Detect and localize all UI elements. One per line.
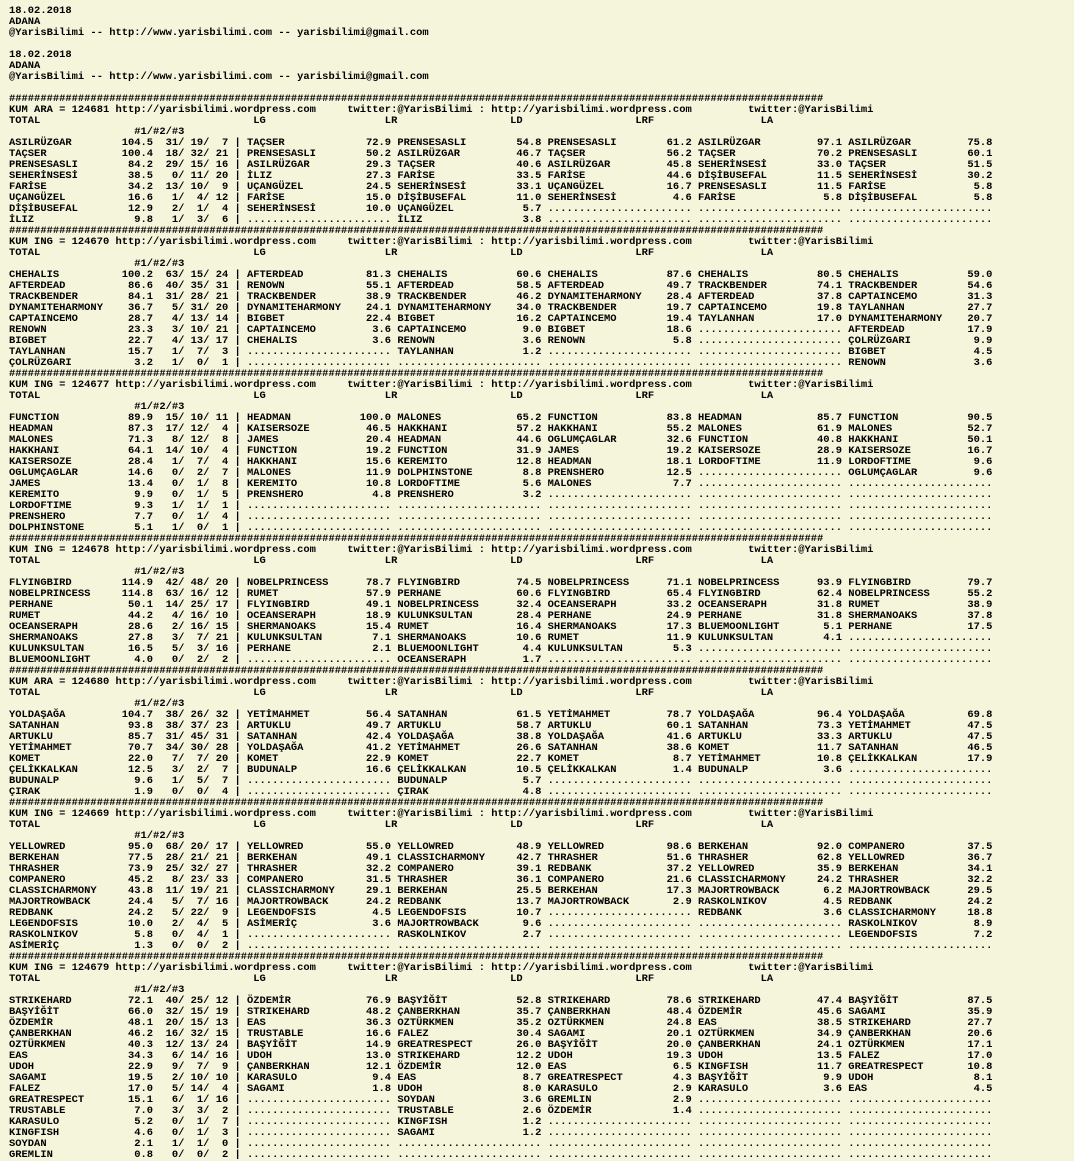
table-row: KINGFISH 4.6 0/ 1/ 3 | ....................... SAGAMI 1.2 ....................... ....................... ....................... <box>9 1127 993 1139</box>
table-row: CHEHALIS 100.2 63/ 15/ 24 | AFTERDEAD 81.3 CHEHALIS 60.6 CHEHALIS 87.6 CHEHALIS 80.5 CHEHALIS 59.0 <box>9 269 993 281</box>
table-row: TAYLANHAN 15.7 1/ 7/ 3 | ....................... TAYLANHAN 1.2 ....................... ....................... BIGBET 4.5 <box>9 346 993 358</box>
table-row: PERHANE 50.1 14/ 25/ 17 | FLYINGBIRD 49.1 NOBELPRINCESS 32.4 OCEANSERAPH 33.2 OCEANSERAPH 31.8 RUMET 38.9 <box>9 599 993 611</box>
table-row: KULUNKSULTAN 16.5 5/ 3/ 16 | PERHANE 2.1 BLUEMOONLIGHT 4.4 KULUNKSULTAN 5.3 ....................... ....................... <box>9 643 993 655</box>
table-row: EAS 34.3 6/ 14/ 16 | UDOH 13.0 STRIKEHARD 12.2 UDOH 19.3 UDOH 13.5 FALEZ 17.0 <box>9 1050 993 1062</box>
table-row: PRENSHERO 7.7 0/ 1/ 4 | ....................... ....................... ....................... ....................... ....................... <box>9 511 993 523</box>
race-table <box>9 534 1074 666</box>
column-header: TOTAL LG LR LD LRF LA <box>9 115 774 127</box>
table-row: CAPTAINCEMO 28.7 4/ 13/ 14 | BIGBET 22.4 BIGBET 16.2 CAPTAINCEMO 19.4 TAYLANHAN 17.0 DYNAMITEHARMONY 20.7 <box>9 313 993 325</box>
table-row: TRACKBENDER 84.1 31/ 28/ 21 | TRACKBENDER 38.9 TRACKBENDER 46.2 DYNAMITEHARMONY 28.4 AFTERDEAD 37.8 CAPTAINCEMO 31.3 <box>9 291 993 303</box>
column-subheader: #1/#2/#3 <box>9 258 185 270</box>
column-subheader: #1/#2/#3 <box>9 566 185 578</box>
table-row: AFTERDEAD 86.6 40/ 35/ 31 | RENOWN 55.1 AFTERDEAD 58.5 AFTERDEAD 49.7 TRACKBENDER 74.1 TRACKBENDER 54.6 <box>9 280 993 292</box>
race-title: KUM ING = 124670 http://yarisbilimi.wordpress.com twitter:@YarisBilimi : http://yarisbilimi.wordpress.com twitter:@YarisBilimi <box>9 236 874 248</box>
header-block <box>9 50 1074 83</box>
table-row: MAJORTROWBACK 24.4 5/ 7/ 16 | MAJORTROWBACK 24.2 REDBANK 13.7 MAJORTROWBACK 2.9 RASKOLNIKOV 4.5 REDBANK 24.2 <box>9 896 993 908</box>
table-row: DOLPHINSTONE 5.1 1/ 0/ 1 | ....................... ....................... ....................... ....................... ....................... <box>9 522 993 534</box>
race-title: KUM ING = 124679 http://yarisbilimi.wordpress.com twitter:@YarisBilimi : http://yarisbilimi.wordpress.com twitter:@YarisBilimi <box>9 962 874 974</box>
header-contact: @YarisBilimi -- http://www.yarisbilimi.com -- yarisbilimi@gmail.com <box>9 27 429 39</box>
column-subheader: #1/#2/#3 <box>9 698 185 710</box>
table-row: YETİMAHMET 70.7 34/ 30/ 28 | YOLDAŞAĞA 41.2 YETİMAHMET 26.6 SATANHAN 38.6 KOMET 11.7 SATANHAN 46.5 <box>9 742 993 754</box>
column-subheader: #1/#2/#3 <box>9 830 185 842</box>
separator-line: ################################################################################################################################## <box>9 951 824 963</box>
race-title: KUM ARA = 124680 http://yarisbilimi.wordpress.com twitter:@YarisBilimi : http://yarisbilimi.wordpress.com twitter:@YarisBilimi <box>9 676 874 688</box>
race-table <box>9 666 1074 798</box>
table-row: KARASULO 5.2 0/ 1/ 7 | ....................... KINGFISH 1.2 ....................... ....................... ....................... <box>9 1116 993 1128</box>
race-table <box>9 369 1074 534</box>
table-row: THRASHER 73.9 25/ 32/ 27 | THRASHER 32.2 COMPANERO 39.1 REDBANK 37.2 YELLOWRED 35.9 BERKEHAN 34.1 <box>9 863 993 875</box>
header-block <box>9 6 1074 39</box>
table-row: TRUSTABLE 7.0 3/ 3/ 2 | ....................... TRUSTABLE 2.6 ÖZDEMİR 1.4 ....................... ....................... <box>9 1105 993 1117</box>
separator-line: ################################################################################################################################## <box>9 533 824 545</box>
separator-line: ################################################################################################################################## <box>9 665 824 677</box>
table-row: HAKKHANI 64.1 14/ 10/ 4 | FUNCTION 19.2 FUNCTION 31.9 JAMES 19.2 KAISERSOZE 28.9 KAISERSOZE 16.7 <box>9 445 993 457</box>
race-title: KUM ING = 124669 http://yarisbilimi.wordpress.com twitter:@YarisBilimi : http://yarisbilimi.wordpress.com twitter:@YarisBilimi <box>9 808 874 820</box>
header-date: 18.02.2018 <box>9 5 72 17</box>
table-row: FLYINGBIRD 114.9 42/ 48/ 20 | NOBELPRINCESS 78.7 FLYINGBIRD 74.5 NOBELPRINCESS 71.1 NOBELPRINCESS 93.9 FLYINGBIRD 79.7 <box>9 577 993 589</box>
table-row: SAGAMI 19.5 2/ 10/ 10 | KARASULO 9.4 EAS 8.7 GREATRESPECT 4.3 BAŞYİĞİT 9.9 UDOH 8.1 <box>9 1072 993 1084</box>
table-row: SEHERİNSESİ 38.5 0/ 11/ 20 | İLIZ 27.3 FARİSE 33.5 FARİSE 44.6 DİŞİBUSEFAL 11.5 SEHERİNSESİ 30.2 <box>9 170 993 182</box>
header-contact: @YarisBilimi -- http://www.yarisbilimi.com -- yarisbilimi@gmail.com <box>9 71 429 83</box>
table-row: OGLUMÇAGLAR 14.6 0/ 2/ 7 | MALONES 11.9 DOLPHINSTONE 8.8 PRENSHERO 12.5 ....................... OGLUMÇAGLAR 9.6 <box>9 467 993 479</box>
header-city: ADANA <box>9 60 41 72</box>
column-header: TOTAL LG LR LD LRF LA <box>9 555 774 567</box>
separator-line: ################################################################################################################################## <box>9 368 824 380</box>
table-row: REDBANK 24.2 5/ 22/ 9 | LEGENDOFSIS 4.5 LEGENDOFSIS 10.7 ....................... REDBANK 3.6 CLASSICHARMONY 18.8 <box>9 907 993 919</box>
table-row: OZTÜRKMEN 40.3 12/ 13/ 24 | BAŞYİĞİT 14.9 GREATRESPECT 26.0 BAŞYİĞİT 20.0 ÇANBERKHAN 24.1 OZTÜRKMEN 17.1 <box>9 1039 993 1051</box>
table-row: ÇELİKKALKAN 12.5 3/ 2/ 7 | BUDUNALP 16.6 ÇELİKKALKAN 10.5 ÇELİKKALKAN 1.4 BUDUNALP 3.6 ....................... <box>9 764 993 776</box>
table-row: YOLDAŞAĞA 104.7 38/ 26/ 32 | YETİMAHMET 56.4 SATANHAN 61.5 YETİMAHMET 78.7 YOLDAŞAĞA 96.4 YOLDAŞAĞA 69.8 <box>9 709 993 721</box>
table-row: JAMES 13.4 0/ 1/ 8 | KEREMITO 10.8 LORDOFTIME 5.6 MALONES 7.7 ....................... ....................... <box>9 478 993 490</box>
table-row: HEADMAN 87.3 17/ 12/ 4 | KAISERSOZE 46.5 HAKKHANI 57.2 HAKKHANI 55.2 MALONES 61.9 MALONES 52.7 <box>9 423 993 435</box>
race-title: KUM ARA = 124681 http://yarisbilimi.wordpress.com twitter:@YarisBilimi : http://yarisbilimi.wordpress.com twitter:@YarisBilimi <box>9 104 874 116</box>
race-table <box>9 94 1074 226</box>
table-row: CLASSICHARMONY 43.8 11/ 19/ 21 | CLASSICHARMONY 29.1 BERKEHAN 25.5 BERKEHAN 17.3 MAJORTROWBACK 6.2 MAJORTROWBACK 29.5 <box>9 885 993 897</box>
table-row: UÇANGÜZEL 16.6 1/ 4/ 12 | FARİSE 15.0 DİŞİBUSEFAL 11.0 SEHERİNSESİ 4.6 FARİSE 5.8 DİŞİBUSEFAL 5.8 <box>9 192 993 204</box>
separator-line: ################################################################################################################################## <box>9 93 824 105</box>
table-row: SATANHAN 93.8 38/ 37/ 23 | ARTUKLU 49.7 ARTUKLU 58.7 ARTUKLU 60.1 SATANHAN 73.3 YETİMAHMET 47.5 <box>9 720 993 732</box>
table-row: STRIKEHARD 72.1 40/ 25/ 12 | ÖZDEMİR 76.9 BAŞYİĞİT 52.8 STRIKEHARD 78.6 STRIKEHARD 47.4 BAŞYİĞİT 87.5 <box>9 995 993 1007</box>
column-header: TOTAL LG LR LD LRF LA <box>9 819 774 831</box>
table-row: UDOH 22.9 9/ 7/ 9 | ÇANBERKHAN 12.1 ÖZDEMİR 12.0 EAS 6.5 KINGFISH 11.7 GREATRESPECT 10.8 <box>9 1061 993 1073</box>
column-subheader: #1/#2/#3 <box>9 126 185 138</box>
column-header: TOTAL LG LR LD LRF LA <box>9 247 774 259</box>
column-header: TOTAL LG LR LD LRF LA <box>9 687 774 699</box>
table-row: MALONES 71.3 8/ 12/ 8 | JAMES 20.4 HEADMAN 44.6 OGLUMÇAGLAR 32.6 FUNCTION 40.8 HAKKHANI 50.1 <box>9 434 993 446</box>
table-row: FUNCTION 89.9 15/ 10/ 11 | HEADMAN 100.0 MALONES 65.2 FUNCTION 83.8 HEADMAN 85.7 FUNCTION 90.5 <box>9 412 993 424</box>
table-row: ASİMERİÇ 1.3 0/ 0/ 2 | ....................... ....................... ....................... ....................... ....................... <box>9 940 993 952</box>
race-table <box>9 798 1074 952</box>
table-row: DYNAMITEHARMONY 36.7 5/ 31/ 20 | DYNAMITEHARMONY 24.1 DYNAMITEHARMONY 34.0 TRACKBENDER 19.7 CAPTAINCEMO 19.8 TAYLANHAN 27.7 <box>9 302 993 314</box>
race-table <box>9 226 1074 369</box>
table-row: ÇOLRÜZGARI 3.2 1/ 0/ 1 | ....................... ....................... ....................... ....................... RENOWN 3.6 <box>9 357 993 369</box>
table-row: GREATRESPECT 15.1 6/ 1/ 16 | ....................... SOYDAN 3.6 GREMLIN 2.9 ....................... ....................... <box>9 1094 993 1106</box>
table-row: YELLOWRED 95.0 68/ 20/ 17 | YELLOWRED 55.0 YELLOWRED 48.9 YELLOWRED 98.6 BERKEHAN 92.0 COMPANERO 37.5 <box>9 841 993 853</box>
column-subheader: #1/#2/#3 <box>9 984 185 996</box>
table-row: ARTUKLU 85.7 31/ 45/ 31 | SATANHAN 42.4 YOLDAŞAĞA 38.8 YOLDAŞAĞA 41.6 ARTUKLU 33.3 ARTUKLU 47.5 <box>9 731 993 743</box>
separator-line: ################################################################################################################################## <box>9 225 824 237</box>
table-row: LEGENDOFSIS 10.0 2/ 4/ 5 | ASİMERİÇ 3.6 MAJORTROWBACK 9.6 ....................... ....................... RASKOLNIKOV 8.9 <box>9 918 993 930</box>
table-row: PRENSESASLI 84.2 29/ 15/ 16 | ASILRÜZGAR 29.3 TAÇSER 40.6 ASILRÜZGAR 45.8 SEHERİNSESİ 33.0 TAÇSER 51.5 <box>9 159 993 171</box>
table-row: KEREMITO 9.9 0/ 1/ 5 | PRENSHERO 4.8 PRENSHERO 3.2 ....................... ....................... ....................... <box>9 489 993 501</box>
table-row: TAÇSER 100.4 18/ 32/ 21 | PRENSESASLI 50.2 ASILRÜZGAR 46.7 TAÇSER 56.2 TAÇSER 70.2 PRENSESASLI 60.1 <box>9 148 993 160</box>
table-row: SOYDAN 2.1 1/ 1/ 0 | ....................... ....................... ....................... ....................... ....................... <box>9 1138 993 1150</box>
table-row: BAŞYİĞİT 66.0 32/ 15/ 19 | STRIKEHARD 48.2 ÇANBERKHAN 35.7 ÇANBERKHAN 48.4 ÖZDEMİR 45.6 SAGAMI 35.9 <box>9 1006 993 1018</box>
column-subheader: #1/#2/#3 <box>9 401 185 413</box>
table-row: FALEZ 17.0 5/ 14/ 4 | SAGAMI 1.8 UDOH 8.0 KARASULO 2.9 KARASULO 3.6 EAS 4.5 <box>9 1083 993 1095</box>
header-date: 18.02.2018 <box>9 49 72 61</box>
race-title: KUM ING = 124677 http://yarisbilimi.wordpress.com twitter:@YarisBilimi : http://yarisbilimi.wordpress.com twitter:@YarisBilimi <box>9 379 874 391</box>
race-title: KUM ING = 124678 http://yarisbilimi.wordpress.com twitter:@YarisBilimi : http://yarisbilimi.wordpress.com twitter:@YarisBilimi <box>9 544 874 556</box>
table-row: LORDOFTIME 9.3 1/ 1/ 1 | ....................... ....................... ....................... ....................... ....................... <box>9 500 993 512</box>
table-row: İLIZ 9.8 1/ 3/ 6 | ....................... İLIZ 3.8 ....................... ....................... ....................... <box>9 214 993 226</box>
header-city: ADANA <box>9 16 41 28</box>
table-row: RUMET 44.2 4/ 16/ 10 | OCEANSERAPH 18.9 KULUNKSULTAN 28.4 PERHANE 24.9 PERHANE 31.8 SHERMANOAKS 37.8 <box>9 610 993 622</box>
table-row: RASKOLNIKOV 5.8 0/ 4/ 1 | ....................... RASKOLNIKOV 2.7 ....................... ....................... LEGENDOFSIS 7.2 <box>9 929 993 941</box>
table-row: NOBELPRINCESS 114.8 63/ 16/ 12 | RUMET 57.9 PERHANE 60.6 FLYINGBIRD 65.4 FLYINGBIRD 62.4 NOBELPRINCESS 55.2 <box>9 588 993 600</box>
table-row: ASILRÜZGAR 104.5 31/ 19/ 7 | TAÇSER 72.9 PRENSESASLI 54.8 PRENSESASLI 61.2 ASILRÜZGAR 97.1 ASILRÜZGAR 75.8 <box>9 137 993 149</box>
table-row: COMPANERO 45.2 8/ 23/ 33 | COMPANERO 31.5 THRASHER 36.1 COMPANERO 21.6 CLASSICHARMONY 24.2 THRASHER 32.2 <box>9 874 993 886</box>
table-row: ÇANBERKHAN 46.2 16/ 32/ 15 | TRUSTABLE 16.6 FALEZ 30.4 SAGAMI 20.1 OZTÜRKMEN 34.9 ÇANBERKHAN 20.6 <box>9 1028 993 1040</box>
table-row: SHERMANOAKS 27.8 3/ 7/ 21 | KULUNKSULTAN 7.1 SHERMANOAKS 10.6 RUMET 11.9 KULUNKSULTAN 4.1 ....................... <box>9 632 993 644</box>
table-row: ÖZDEMİR 48.1 20/ 15/ 13 | EAS 36.3 OZTÜRKMEN 35.2 OZTÜRKMEN 24.8 EAS 38.5 STRIKEHARD 27.7 <box>9 1017 993 1029</box>
race-table <box>9 952 1074 1161</box>
table-row: OCEANSERAPH 28.6 2/ 16/ 15 | SHERMANOAKS 15.4 RUMET 16.4 SHERMANOAKS 17.3 BLUEMOONLIGHT 5.1 PERHANE 17.5 <box>9 621 993 633</box>
table-row: DİŞİBUSEFAL 12.9 2/ 1/ 4 | SEHERİNSESİ 10.0 UÇANGÜZEL 5.7 ....................... ....................... ....................... <box>9 203 993 215</box>
table-row: BUDUNALP 9.6 1/ 5/ 7 | ....................... BUDUNALP 5.7 ....................... ....................... ....................... <box>9 775 993 787</box>
table-row: KAISERSOZE 28.4 1/ 7/ 4 | HAKKHANI 15.6 KEREMITO 12.8 HEADMAN 18.1 LORDOFTIME 11.9 LORDOFTIME 9.6 <box>9 456 993 468</box>
column-header: TOTAL LG LR LD LRF LA <box>9 390 774 402</box>
column-header: TOTAL LG LR LD LRF LA <box>9 973 774 985</box>
table-row: ÇIRAK 1.9 0/ 0/ 4 | ....................... ÇIRAK 4.8 ....................... ....................... ....................... <box>9 786 993 798</box>
table-row: BLUEMOONLIGHT 4.0 0/ 2/ 2 | ....................... OCEANSERAPH 1.7 ....................... ....................... ....................... <box>9 654 993 666</box>
table-row: KOMET 22.0 7/ 7/ 20 | KOMET 22.9 KOMET 22.7 KOMET 8.7 YETİMAHMET 10.8 ÇELİKKALKAN 17.9 <box>9 753 993 765</box>
blank-line <box>9 39 1074 50</box>
separator-line: ################################################################################################################################## <box>9 797 824 809</box>
table-row: BERKEHAN 77.5 28/ 21/ 21 | BERKEHAN 49.1 CLASSICHARMONY 42.7 THRASHER 51.6 THRASHER 62.8 YELLOWRED 36.7 <box>9 852 993 864</box>
table-row: FARİSE 34.2 13/ 10/ 9 | UÇANGÜZEL 24.5 SEHERİNSESİ 33.1 UÇANGÜZEL 16.7 PRENSESASLI 11.5 FARİSE 5.8 <box>9 181 993 193</box>
table-row: RENOWN 23.3 3/ 10/ 21 | CAPTAINCEMO 3.6 CAPTAINCEMO 9.0 BIGBET 18.6 ....................... AFTERDEAD 17.9 <box>9 324 993 336</box>
table-row: BIGBET 22.7 4/ 13/ 17 | CHEHALIS 3.6 RENOWN 3.6 RENOWN 5.8 ....................... ÇOLRÜZGARI 9.9 <box>9 335 993 347</box>
table-row: GREMLIN 0.8 0/ 0/ 2 | ....................... ....................... ....................... ....................... ....................... <box>9 1149 993 1161</box>
